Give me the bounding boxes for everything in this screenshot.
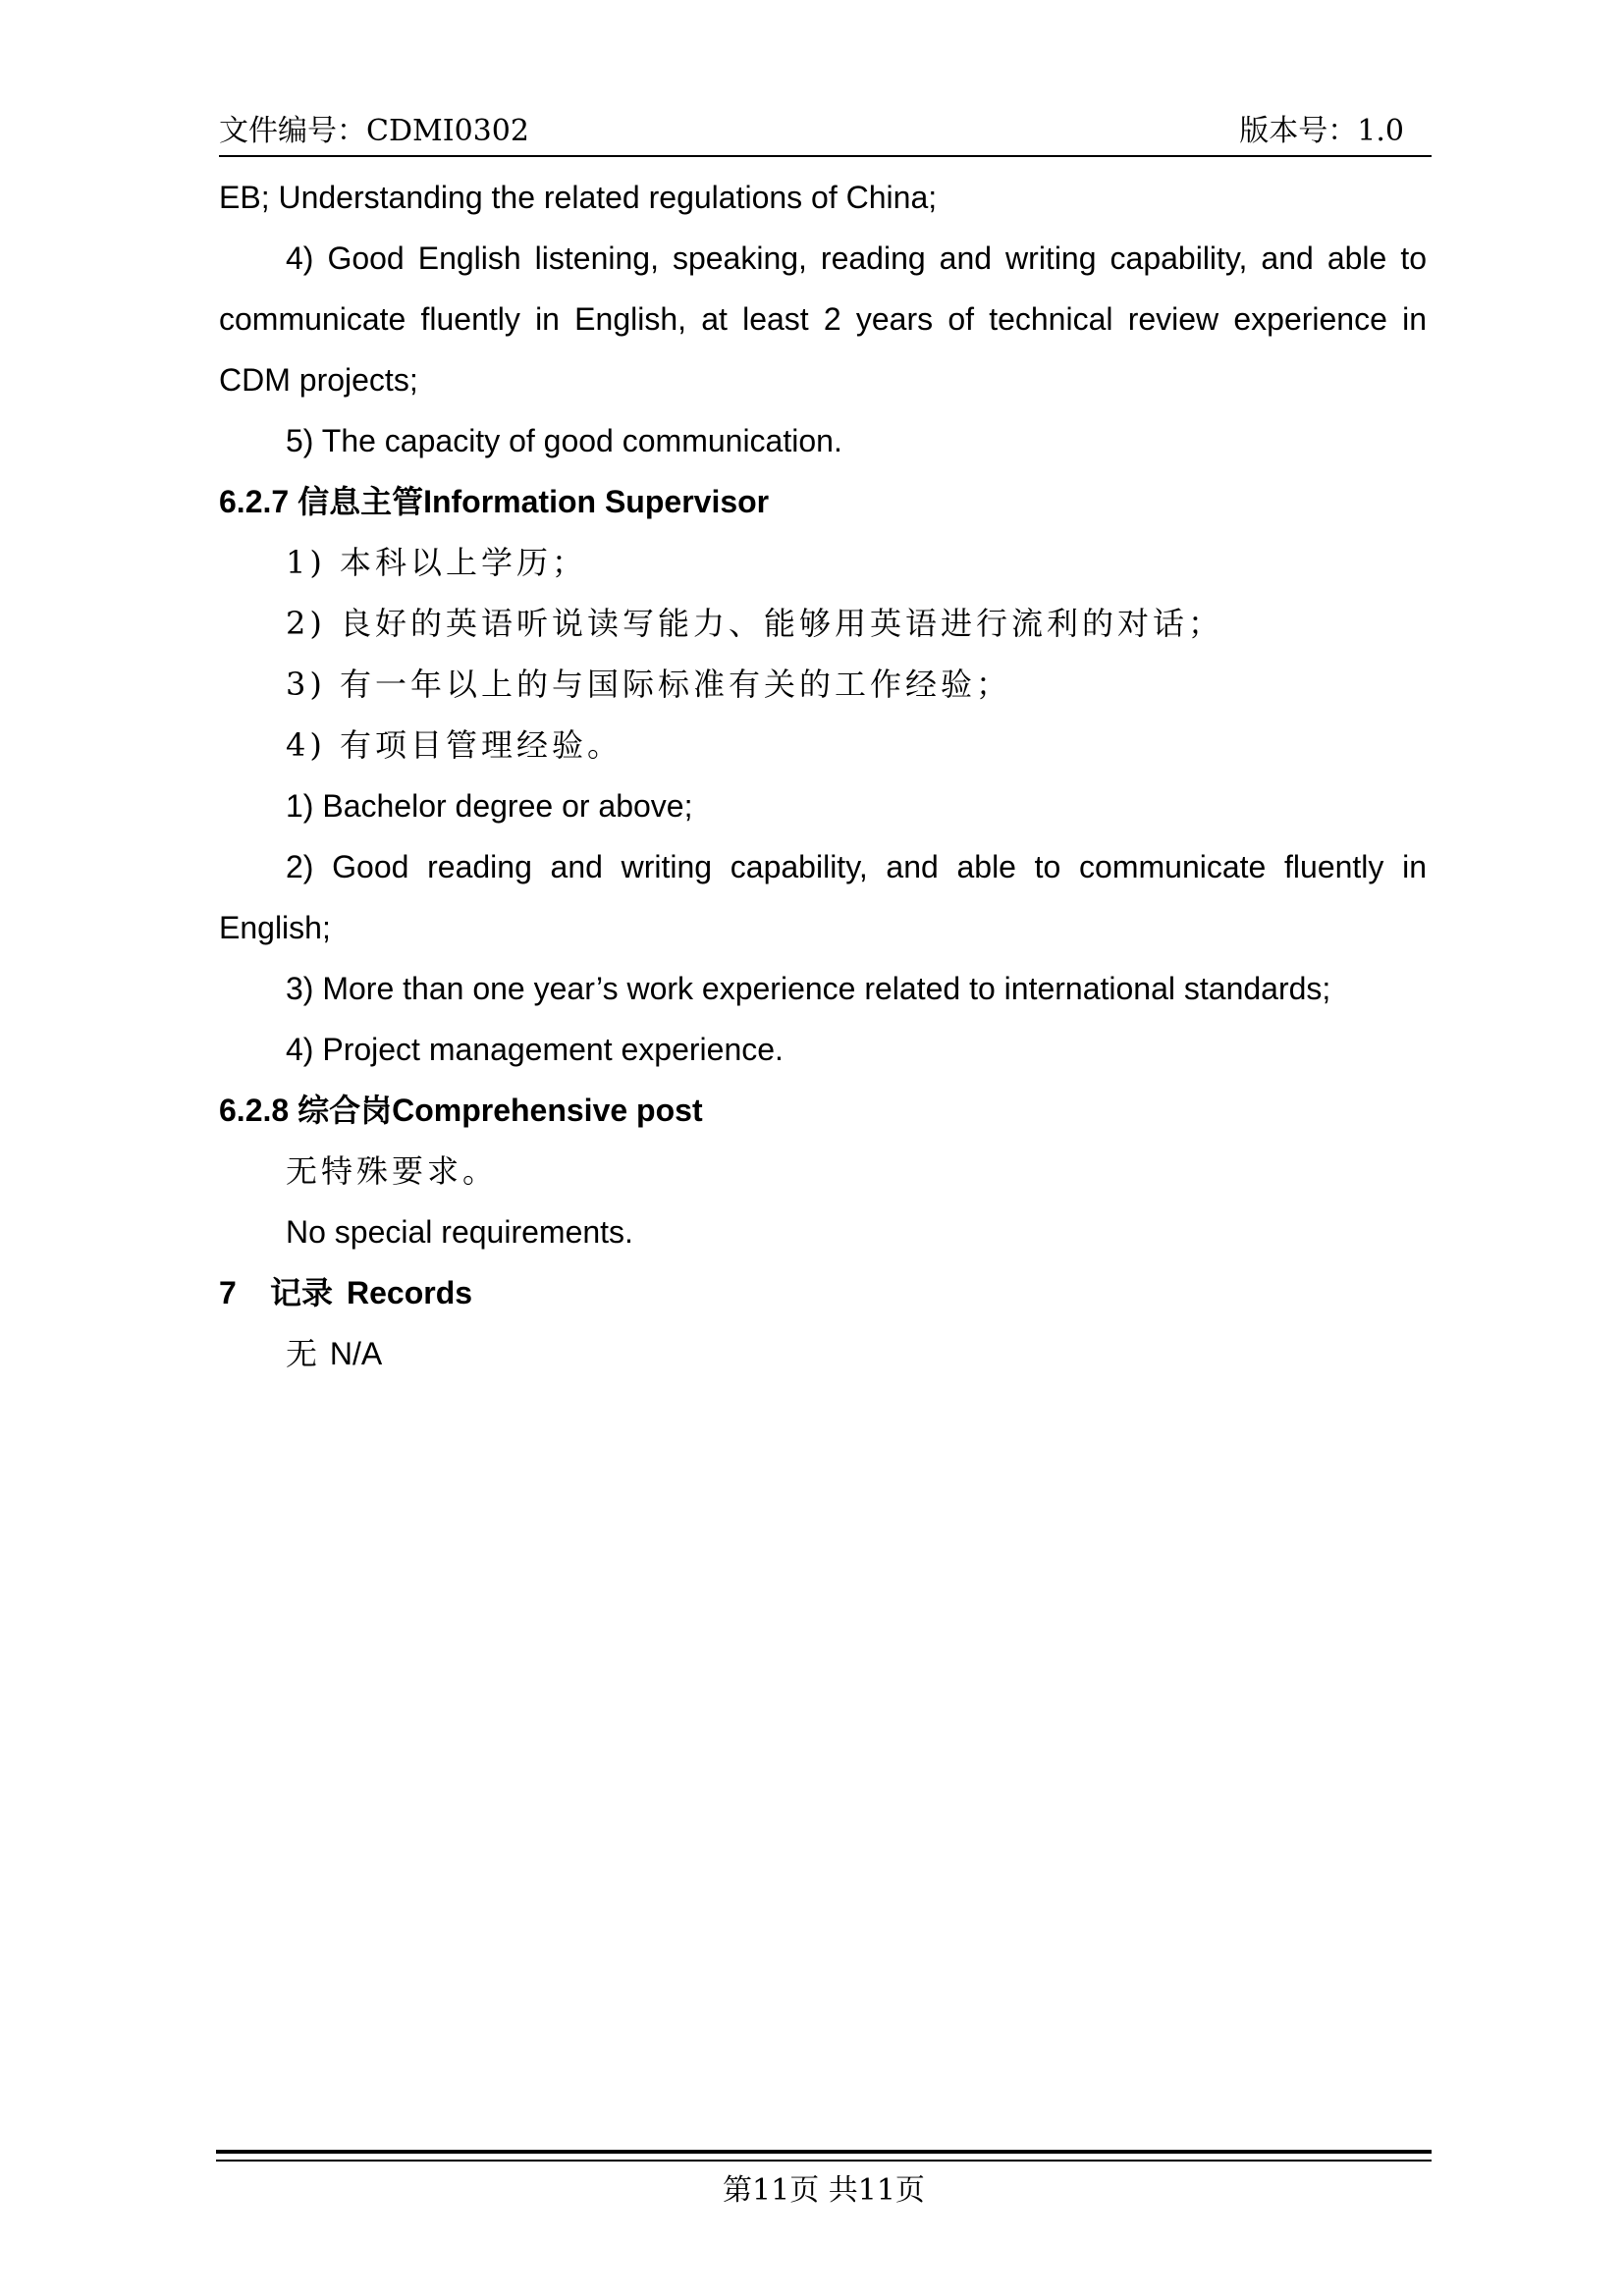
records-value bbox=[219, 1323, 1427, 1384]
section-number: 6.2.7 bbox=[219, 484, 290, 519]
en-requirement-item-4: 4) Project management experience. bbox=[286, 1032, 784, 1067]
section-title-zh: 信息主管 bbox=[298, 483, 424, 520]
continued-text-line: EB; Understanding the related regulations of China; bbox=[219, 180, 938, 215]
page-header bbox=[219, 108, 1432, 155]
footer-divider-thin bbox=[216, 2160, 1432, 2162]
section-title-zh: 记录 bbox=[270, 1274, 334, 1311]
requirement-item-5: 5) The capacity of good communication. bbox=[286, 423, 842, 458]
footer-divider-thick bbox=[216, 2150, 1432, 2154]
section-title-en: Comprehensive post bbox=[392, 1093, 703, 1128]
section-title-en: Records bbox=[347, 1275, 473, 1310]
records-value-zh: 无 bbox=[286, 1335, 322, 1372]
records-value-en: N/A bbox=[329, 1336, 383, 1371]
section-title-en: Information Supervisor bbox=[423, 484, 770, 519]
zh-requirement-item-2: 2) 良好的英语听说读写能力、能够用英语进行流利的对话； bbox=[286, 605, 1224, 642]
section-number: 7 bbox=[219, 1275, 237, 1310]
requirement-item-4-line-2: communicate fluently in English, at least 2 years of technical review experience in bbox=[219, 301, 1427, 337]
document-number: 文件编号：CDMI0302 bbox=[219, 114, 529, 148]
zh-no-special-requirements: 无特殊要求。 bbox=[286, 1152, 499, 1190]
section-heading-6-2-7 bbox=[219, 471, 1427, 532]
section-heading-7 bbox=[219, 1262, 1427, 1323]
version-number: 版本号：1.0 bbox=[1239, 114, 1404, 148]
en-requirement-item-3: 3) More than one year’s work experience related to international standards; bbox=[286, 971, 1331, 1006]
en-requirement-item-1: 1) Bachelor degree or above; bbox=[286, 788, 693, 824]
document-body bbox=[219, 167, 1427, 1384]
en-requirement-item-2-line-2: English; bbox=[219, 910, 331, 945]
section-number: 6.2.8 bbox=[219, 1093, 290, 1128]
page-number: 第11页 共11页 bbox=[723, 2173, 925, 2208]
zh-requirement-item-3: 3) 有一年以上的与国际标准有关的工作经验； bbox=[286, 666, 1012, 703]
en-no-special-requirements: No special requirements. bbox=[286, 1214, 633, 1250]
header-divider bbox=[219, 155, 1432, 157]
zh-requirement-item-4: 4) 有项目管理经验。 bbox=[286, 726, 623, 764]
section-title-zh: 综合岗 bbox=[298, 1092, 393, 1129]
requirement-item-4-line-1: 4) Good English listening, speaking, reading and writing capability, and able to bbox=[286, 240, 1427, 276]
section-heading-6-2-8 bbox=[219, 1080, 1427, 1141]
requirement-item-4-line-3: CDM projects; bbox=[219, 362, 418, 398]
zh-requirement-item-1: 1) 本科以上学历； bbox=[286, 544, 588, 581]
en-requirement-item-2-line-1: 2) Good reading and writing capability, and able to communicate fluently in bbox=[286, 849, 1427, 884]
